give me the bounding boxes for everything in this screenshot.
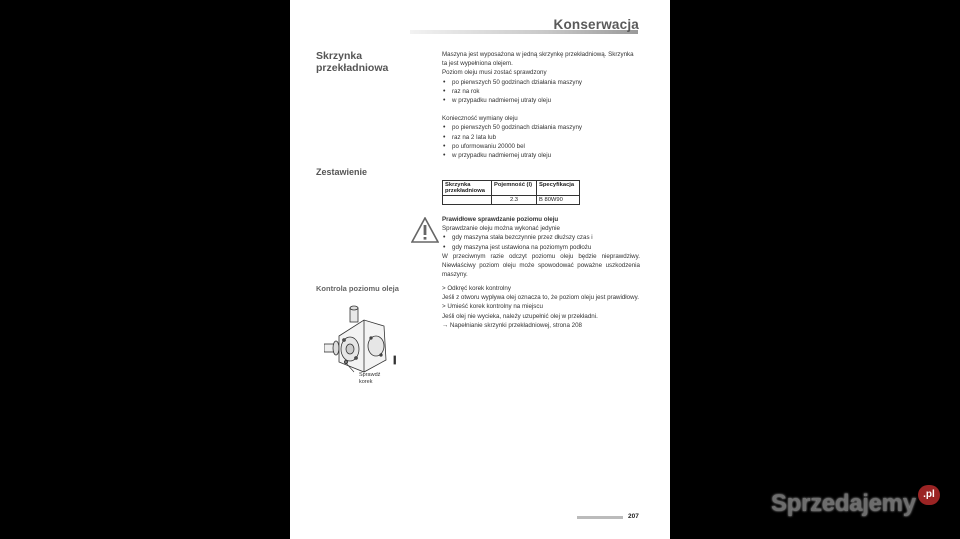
check-item: • w przypadku nadmiernej utraty oleju — [442, 96, 640, 105]
check-title: Poziom oleju musi zostać sprawdzony — [442, 69, 547, 77]
summary-table — [442, 180, 580, 205]
oil-level-steps — [442, 284, 640, 330]
warning-lead: Sprawdzanie oleju można wykonać jedynie — [442, 225, 560, 233]
table-header-cell: Skrzynka przekładniowa — [443, 181, 492, 196]
page-number: 207 — [628, 513, 639, 520]
section-title-gearbox: Skrzynka przekładniowa — [316, 50, 389, 74]
change-item: • raz na 2 lata lub — [442, 133, 640, 142]
watermark-logo: Sprzedajemy — [771, 490, 916, 517]
footer-rule — [577, 516, 623, 519]
warning-triangle-icon — [411, 217, 439, 243]
step-1-result: Jeśli z otworu wypływa olej oznacza to, że poziom oleju jest prawidłowy. — [442, 294, 639, 302]
warning-block — [442, 215, 640, 279]
page-header-title: Konserwacja — [553, 17, 639, 32]
section-title-summary: Zestawienie — [316, 167, 368, 177]
change-title: Konieczność wymiany oleju — [442, 115, 518, 123]
warning-title: Prawidłowe sprawdzanie poziomu oleju — [442, 216, 559, 223]
table-row — [443, 196, 580, 205]
warning-note: W przeciwnym razie odczyt poziomu oleju będzie nieprawdziwy. Niewłaściwy poziom oleju może spowodować poważne uszkodzenia maszyny. — [442, 252, 640, 279]
gearbox-intro: Maszyna jest wyposażona w jedną skrzynkę przekładniową. Skrzynka ta jest wypełniona olejem. — [442, 51, 634, 68]
cross-reference: → Napełnianie skrzynki przekładniowej, strona 208 — [442, 321, 582, 329]
table-header-cell: Specyfikacja — [537, 181, 580, 196]
step-2: > Umieść korek kontrolny na miejscu — [442, 303, 543, 311]
table-header-row — [443, 181, 580, 196]
section-title-oil-level: Kontrola poziomu oleja — [316, 284, 399, 293]
gearbox-text-block — [442, 50, 640, 160]
warning-item: • gdy maszyna stała bezczynnie przez dłuższy czas i — [442, 233, 640, 242]
change-item: • w przypadku nadmiernej utraty oleju — [442, 151, 640, 160]
change-item: • po uformowaniu 20000 bel — [442, 142, 640, 151]
document-page — [290, 0, 670, 539]
table-header-cell: Pojemność (l) — [492, 181, 537, 196]
figure-label: Sprawdź korek — [359, 372, 381, 385]
table-cell — [443, 196, 492, 205]
step-1: > Odkręć korek kontrolny — [442, 285, 511, 292]
table-cell: 2.3 — [492, 196, 537, 205]
watermark-badge: .pl — [918, 485, 940, 505]
step-2-result: Jeśli olej nie wycieka, należy uzupełnić olej w przekładni. — [442, 312, 598, 320]
table-cell: B 80W90 — [537, 196, 580, 205]
change-item: • po pierwszych 50 godzinach działania maszyny — [442, 123, 640, 132]
check-item: • po pierwszych 50 godzinach działania maszyny — [442, 78, 640, 87]
check-item: • raz na rok — [442, 87, 640, 96]
warning-item: • gdy maszyna jest ustawiona na poziomym podłożu — [442, 243, 640, 252]
